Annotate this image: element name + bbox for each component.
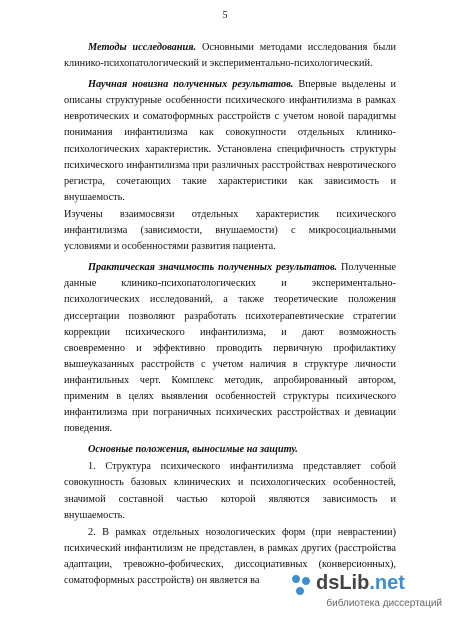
methods-text: Основными методами исследования были клинико-психопатологический и экспериментально-психологический. bbox=[64, 42, 396, 70]
thesis-item-1: 1. Структура психического инфантилизма представляет собой совокупность базовых клинических и психологических особенностей, значимой составной частью которой являются зависимость и внушаемость. bbox=[64, 461, 396, 521]
practical-text: Полученные данные клинико-психопатологических и экспериментально-психологических исследований, а также теоретические положения диссертации позволяют разработать психотерапевтические стратегии коррекции психического инфантилизма, и дают возможность своевременно и эффективно проводить первичную профилактику вышеуказанных расстройств с учетом наличия в структуре личности инфантильных черт. Комплекс методик, апробированный автором, применим в целях выявления особенностей структуры психического инфантилизма при пограничных психических расстройствах и девиации поведения. bbox=[64, 262, 396, 435]
novelty-paragraph-2: Изучены взаимосвязи отдельных характеристик психического инфантилизма (зависимости, внушаемости) с микросоциальными условиями и особенностями развития пациента. bbox=[64, 208, 396, 253]
theses-heading-paragraph bbox=[64, 442, 396, 458]
methods-heading: Методы исследования. bbox=[88, 42, 197, 53]
novelty-text: Впервые выделены и описаны структурные особенности психического инфантилизма в рамках невротических и соматоформных расстройств с учетом новой парадигмы понимания инфантилизма как совокупности отдельных клинико-психологических характеристик. Установлена специфичность структуры психического инфантилизма при различных расстройствах невротического регистра, сочетающих такие характеристики как зависимость и внушаемость. bbox=[64, 79, 396, 203]
watermark-brand bbox=[316, 571, 405, 595]
page-number: 5 bbox=[222, 10, 228, 21]
practical-heading: Практическая значимость полученных результатов. bbox=[88, 262, 338, 274]
novelty-paragraph bbox=[64, 77, 396, 206]
theses-heading: Основные положения, выносимые на защиту. bbox=[88, 444, 298, 456]
dslib-logo-icon bbox=[292, 575, 312, 597]
methods-paragraph bbox=[64, 40, 396, 72]
novelty-heading: Научная новизна полученных результатов. bbox=[88, 79, 294, 91]
thesis-item-2: 2. В рамках отдельных нозологических форм (при неврастении) психический инфантилизм не представлен, в рамках других (расстройства адаптации, тревожно-фобических, диссоциативных (конверсионных), соматоформных расстройств) он является ва bbox=[64, 526, 396, 586]
practical-paragraph bbox=[64, 260, 396, 437]
watermark-subtitle: библиотека диссертаций bbox=[326, 598, 442, 609]
watermark-brand-main: dsLib bbox=[316, 572, 370, 594]
watermark-brand-tld: .net bbox=[369, 572, 405, 594]
dslib-watermark bbox=[292, 571, 442, 615]
document-body bbox=[64, 40, 396, 590]
